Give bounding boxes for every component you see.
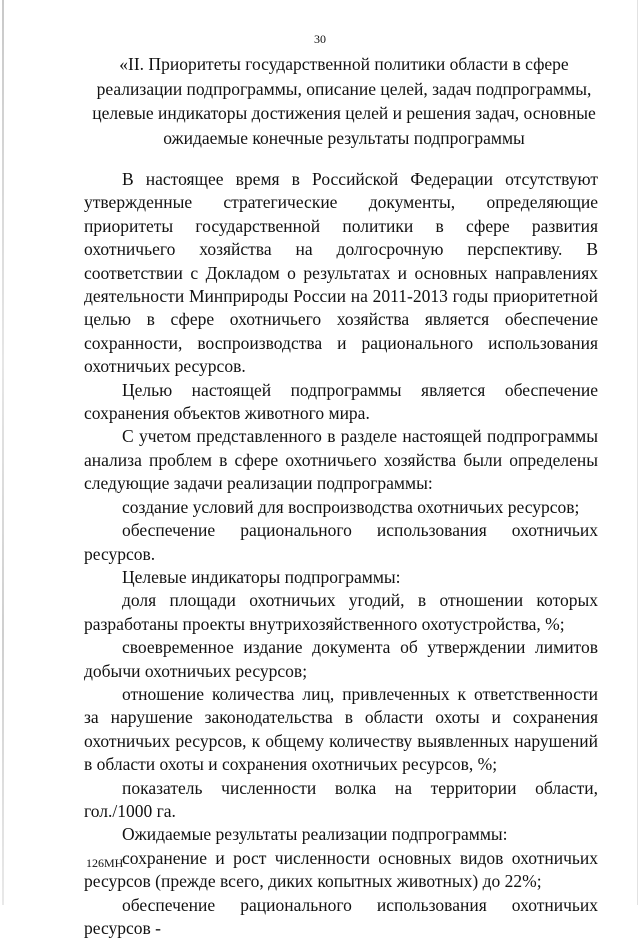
scan-right-edge [637,0,638,905]
indicator-item: отношение количества лиц, привлеченных к ответственности за нарушение законодательства в области охоты и сохранения охотничьих ресурсов, к общему количеству выявленных нарушений в области охоты и сохранения охотничьих ресурсов, %; [84,683,598,775]
task-item: обеспечение рационального использования охотничьих ресурсов. [84,520,598,564]
footer-code: 126МН [86,856,124,870]
task-item: создание условий для воспроизводства охотничьих ресурсов; [122,496,580,517]
paragraph: С учетом представленного в разделе настоящей подпрограммы анализа проблем в сфере охотничьего хозяйства были определены следующие задачи реализации подпрограммы: [84,426,598,494]
indicator-item: показатель численности волка на территории области, гол./1000 га. [84,777,598,821]
paragraph: Ожидаемые результаты реализации подпрограммы: [122,824,508,845]
indicator-item: доля площади охотничьих угодий, в отношении которых разработаны проекты внутрихозяйственного охотустройства, %; [84,590,598,634]
paragraph: Целью настоящей подпрограммы является обеспечение сохранения объектов животного мира. [84,379,598,424]
document-body [84,168,598,940]
result-item: обеспечение рационального использования охотничьих ресурсов - [84,894,598,938]
indicator-item: своевременное издание документа об утверждении лимитов добычи охотничьих ресурсов; [84,637,598,681]
paragraph: В настоящее время в Российской Федерации отсутствуют утвержденные стратегические документы, определяющие приоритеты государственной политики в сфере развития охотничьего хозяйства на долгосрочную перспективу. В соответствии с Докладом о результатах и основных направлениях деятельности Минприроды России на 2011-2013 годы приоритетной целью в сфере охотничьего хозяйства является обеспечение сохранности, воспроизводства и рационального использования охотничьих ресурсов. [84,169,598,377]
page-number: 30 [314,32,326,46]
section-heading: «II. Приоритеты государственной политики области в сфере реализации подпрограммы, описание целей, задач подпрограммы, целевые индикаторы достижения целей и решения задач, основные ожидаемые конечные результаты подпрограммы [92,54,596,148]
result-item: сохранение и рост численности основных видов охотничьих ресурсов (прежде всего, диких копытных животных) до 22%; [84,847,598,892]
paragraph: Целевые индикаторы подпрограммы: [122,566,401,587]
scan-left-edge [2,0,4,905]
